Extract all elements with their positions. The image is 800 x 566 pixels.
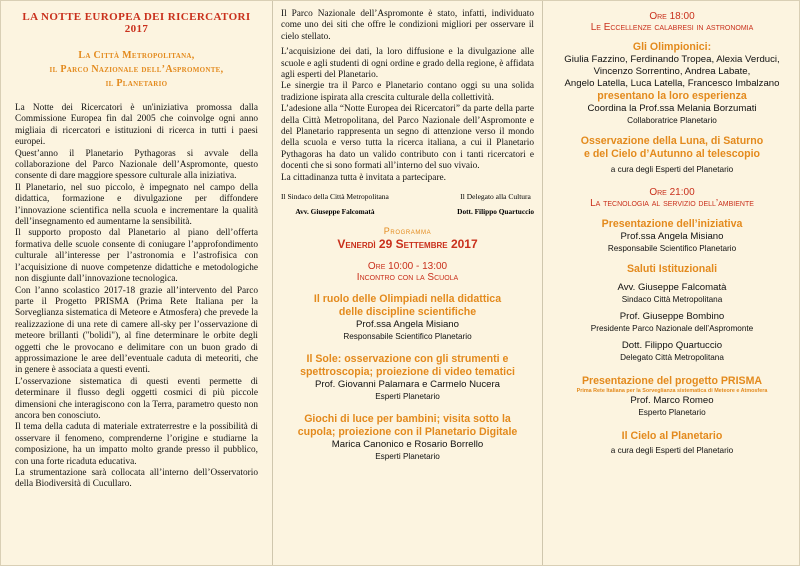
speaker-role: a cura degli Esperti del Planetario xyxy=(610,446,734,455)
participants-line: Angelo Latella, Luca Latella, Francesco Imbalzano xyxy=(564,78,780,89)
event-title: Gli Olimpionici: xyxy=(632,41,712,53)
speaker-name: Marica Canonico e Rosario Borrello xyxy=(331,439,484,451)
event-title: delle discipline scientifiche xyxy=(338,306,477,319)
speaker-name: Dott. Filippo Quartuccio xyxy=(621,340,723,351)
paragraph: L’osservazione sistematica di questi eventi permette di determinare il flusso degli oggetti cosmici di più piccole dimensioni che interagiscono con la Terra, parametro questo non ancora ben conosciuto. xyxy=(15,376,258,421)
speaker-name: Prof. Marco Romeo xyxy=(630,395,714,406)
speaker-name: Avv. Giuseppe Falcomatà xyxy=(617,282,727,293)
time-slot: Ore 10:00 - 13:00 xyxy=(367,261,448,273)
main-title: LA NOTTE EUROPEA DEI RICERCATORI 2017 xyxy=(22,11,251,35)
event-title: Osservazione della Luna, di Saturno xyxy=(580,135,764,147)
paragraph: L’acquisizione dei dati, la loro diffusione e la divulgazione alle scuole e agli studenti di ogni ordine e grado della regione, è affidata agli esperti del Planetario. xyxy=(281,47,534,81)
speaker-name: Prof.ssa Angela Misiano xyxy=(356,319,459,331)
event-title: presentano la loro esperienza xyxy=(597,90,747,102)
subtitle-line: il Planetario xyxy=(105,78,168,89)
subtitle-line: il Parco Nazionale dell’Aspromonte, xyxy=(49,64,224,75)
event-olimpiadi xyxy=(281,293,534,342)
time-slot: Ore 18:00 xyxy=(649,11,695,22)
event-title: spettroscopia; proiezione di video tematici xyxy=(300,366,515,379)
event-giochi xyxy=(281,413,534,462)
signature-role: Il Delegato alla Cultura xyxy=(460,192,531,202)
time-slot: Ore 21:00 xyxy=(649,187,695,198)
signature-delegate xyxy=(457,192,534,216)
speaker-role: Esperti Planetario xyxy=(375,392,440,402)
event-olimpionici xyxy=(547,41,797,126)
event-prisma xyxy=(547,375,797,418)
event-presentazione xyxy=(547,218,797,254)
speaker-role: Responsabile Scientifico Planetario xyxy=(343,332,472,342)
paragraph: Il Planetario, nel suo piccolo, è impegnato nel campo della didattica, formazione e divulgazione per diffondere l’innovazione scientifica nella scuola e incrementare la qualità dell’insegnamento ed aumentarne la sensibilità. xyxy=(15,182,258,228)
program-date: Venerdì 29 Settembre 2017 xyxy=(337,237,478,252)
section-heading: La tecnologia al servizio dell’ambiente xyxy=(590,198,754,209)
paragraph: L’adesione alla “Notte Europea dei Ricercatori” da parte della parte della Città Metropolitana, del Parco Nazionale dell’Aspromonte e del Planetario rappresenta un segno di attenzione verso il mondo della scuola e verso tutta la ricerca italiana, a cui il Planetario Pythagoras ha dato un valido contributo con i tanti ricercatori e docenti che si sono formati all’interno del suo vivaio. xyxy=(281,104,534,172)
event-title: Il Sole: osservazione con gli strumenti e xyxy=(306,353,509,366)
event-title: Presentazione del progetto PRISMA xyxy=(581,375,763,387)
event-title: Presentazione dell’iniziativa xyxy=(601,218,743,230)
section-heading: Le Eccellenze calabresi in astronomia xyxy=(590,22,754,33)
paragraph: Il tema della caduta di materiale extraterrestre e la possibilità di osservare il fenomeno, comprenderne l’origine e studiarne la composizione, ha un impatto molto grande presso il pubblico, con una forte ricaduta educativa. xyxy=(15,422,258,467)
speaker-role: Delegato Città Metropolitana xyxy=(620,353,724,362)
coordinator-name: Coordina la Prof.ssa Melania Borzumati xyxy=(587,103,757,114)
paragraph: Le sinergie tra il Parco e Planetario contano oggi su una solida tradizione ispirata alla crescita culturale della collettività. xyxy=(281,81,534,103)
event-title: Il ruolo delle Olimpiadi nella didattica xyxy=(313,293,502,306)
paragraph: La Notte dei Ricercatori è un'iniziativa promossa dalla Commissione Europea fin dal 2005 che coinvolge ogni anno migliaia di ricercatori e istituzioni di ricerca in tutti i paesi europei. xyxy=(15,103,258,148)
speaker-name: Prof.ssa Angela Misiano xyxy=(620,231,724,242)
event-title: Giochi di luce per bambini; visita sotto la xyxy=(304,413,511,426)
paragraph: La cittadinanza tutta è invitata a partecipare. xyxy=(281,172,446,183)
subtitle-line: La Città Metropolitana, xyxy=(78,50,195,61)
event-saluti xyxy=(547,263,797,363)
event-cielo xyxy=(547,430,797,456)
column-intro xyxy=(1,1,273,565)
paragraph: La strumentazione sarà collocata all’interno dell’Osservatorio della Biodiversità di Cucullaro. xyxy=(15,468,258,490)
signatures xyxy=(281,192,534,216)
event-title: Saluti Istituzionali xyxy=(626,263,718,275)
coordinator-role: Collaboratrice Planetario xyxy=(627,116,717,125)
speaker-role: a cura degli Esperti del Planetario xyxy=(610,165,734,174)
speaker-role: Esperto Planetario xyxy=(638,408,706,417)
paragraph: Il Parco Nazionale dell’Aspromonte è stato, infatti, individuato come uno dei siti che offre le condizioni migliori per osservare il cielo stellato. xyxy=(281,9,534,42)
event-title: cupola; proiezione con il Planetario Digitale xyxy=(297,426,518,439)
event-title: e del Cielo d’Autunno al telescopio xyxy=(584,148,760,160)
speaker-role: Responsabile Scientifico Planetario xyxy=(607,244,737,253)
speaker-name: Prof. Giovanni Palamara e Carmelo Nucera xyxy=(314,379,501,391)
section-heading: Incontro con la Scuola xyxy=(356,272,459,284)
event-subtitle: Prima Rete Italiana per la Sorveglianza sistematica di Meteore e Atmosfera xyxy=(576,388,768,394)
participants-line: Giulia Fazzino, Ferdinando Tropea, Alexia Verduci, xyxy=(564,54,780,65)
event-sole xyxy=(281,353,534,402)
signature-name: Dott. Filippo Quartuccio xyxy=(457,207,534,217)
participants-line: Vincenzo Sorrentino, Andrea Labate, xyxy=(593,66,751,77)
column-program-morning xyxy=(273,1,543,565)
speaker-role: Esperti Planetario xyxy=(375,452,440,462)
subtitle xyxy=(15,49,258,91)
signature-name: Avv. Giuseppe Falcomatà xyxy=(295,207,375,217)
event-osservazione xyxy=(547,135,797,175)
speaker-role: Sindaco Città Metropolitana xyxy=(621,295,723,304)
speaker-name: Prof. Giuseppe Bombino xyxy=(619,311,725,322)
paragraph: Con l’anno scolastico 2017-18 grazie all’intervento del Parco parte il Progetto PRISMA (Prima Rete Italiana per la Sorveglianza sistematica di Meteore e Atmosfera) che prevede la realizzazione di una rete di camere all-sky per l’osservazione di meteore brillanti ("bolidi"), al fine determinare le orbite degli oggetti che le provocano e delimitare con un buon grado di approssimazione le aree dell’eventuale caduta di meteoriti, che in genere è associata a questi eventi. xyxy=(15,285,258,376)
signature-role: Il Sindaco della Città Metropolitana xyxy=(281,192,389,202)
signature-mayor xyxy=(281,192,389,216)
column-program-evening xyxy=(543,1,800,565)
speaker-role: Presidente Parco Nazionale dell’Aspromonte xyxy=(590,324,754,333)
program-heading: Programma xyxy=(383,226,432,237)
event-title: Il Cielo al Planetario xyxy=(621,430,723,442)
paragraph: Il supporto proposto dal Planetario al piano dell’offerta formativa delle scuole consente di coniugare l’approfondimento culturale all’interesse per l’astronomia e l’astrofisica con l’acquisizione di nuove competenze didattiche e metodologiche non disgiunte dall’innovazione tecnologica. xyxy=(15,228,258,285)
paragraph: Quest’anno il Planetario Pythagoras si avvale della collaborazione del Parco Nazionale dell’Aspromonte, questo consente di dare maggiore spessore culturale alla iniziativa. xyxy=(15,148,258,182)
